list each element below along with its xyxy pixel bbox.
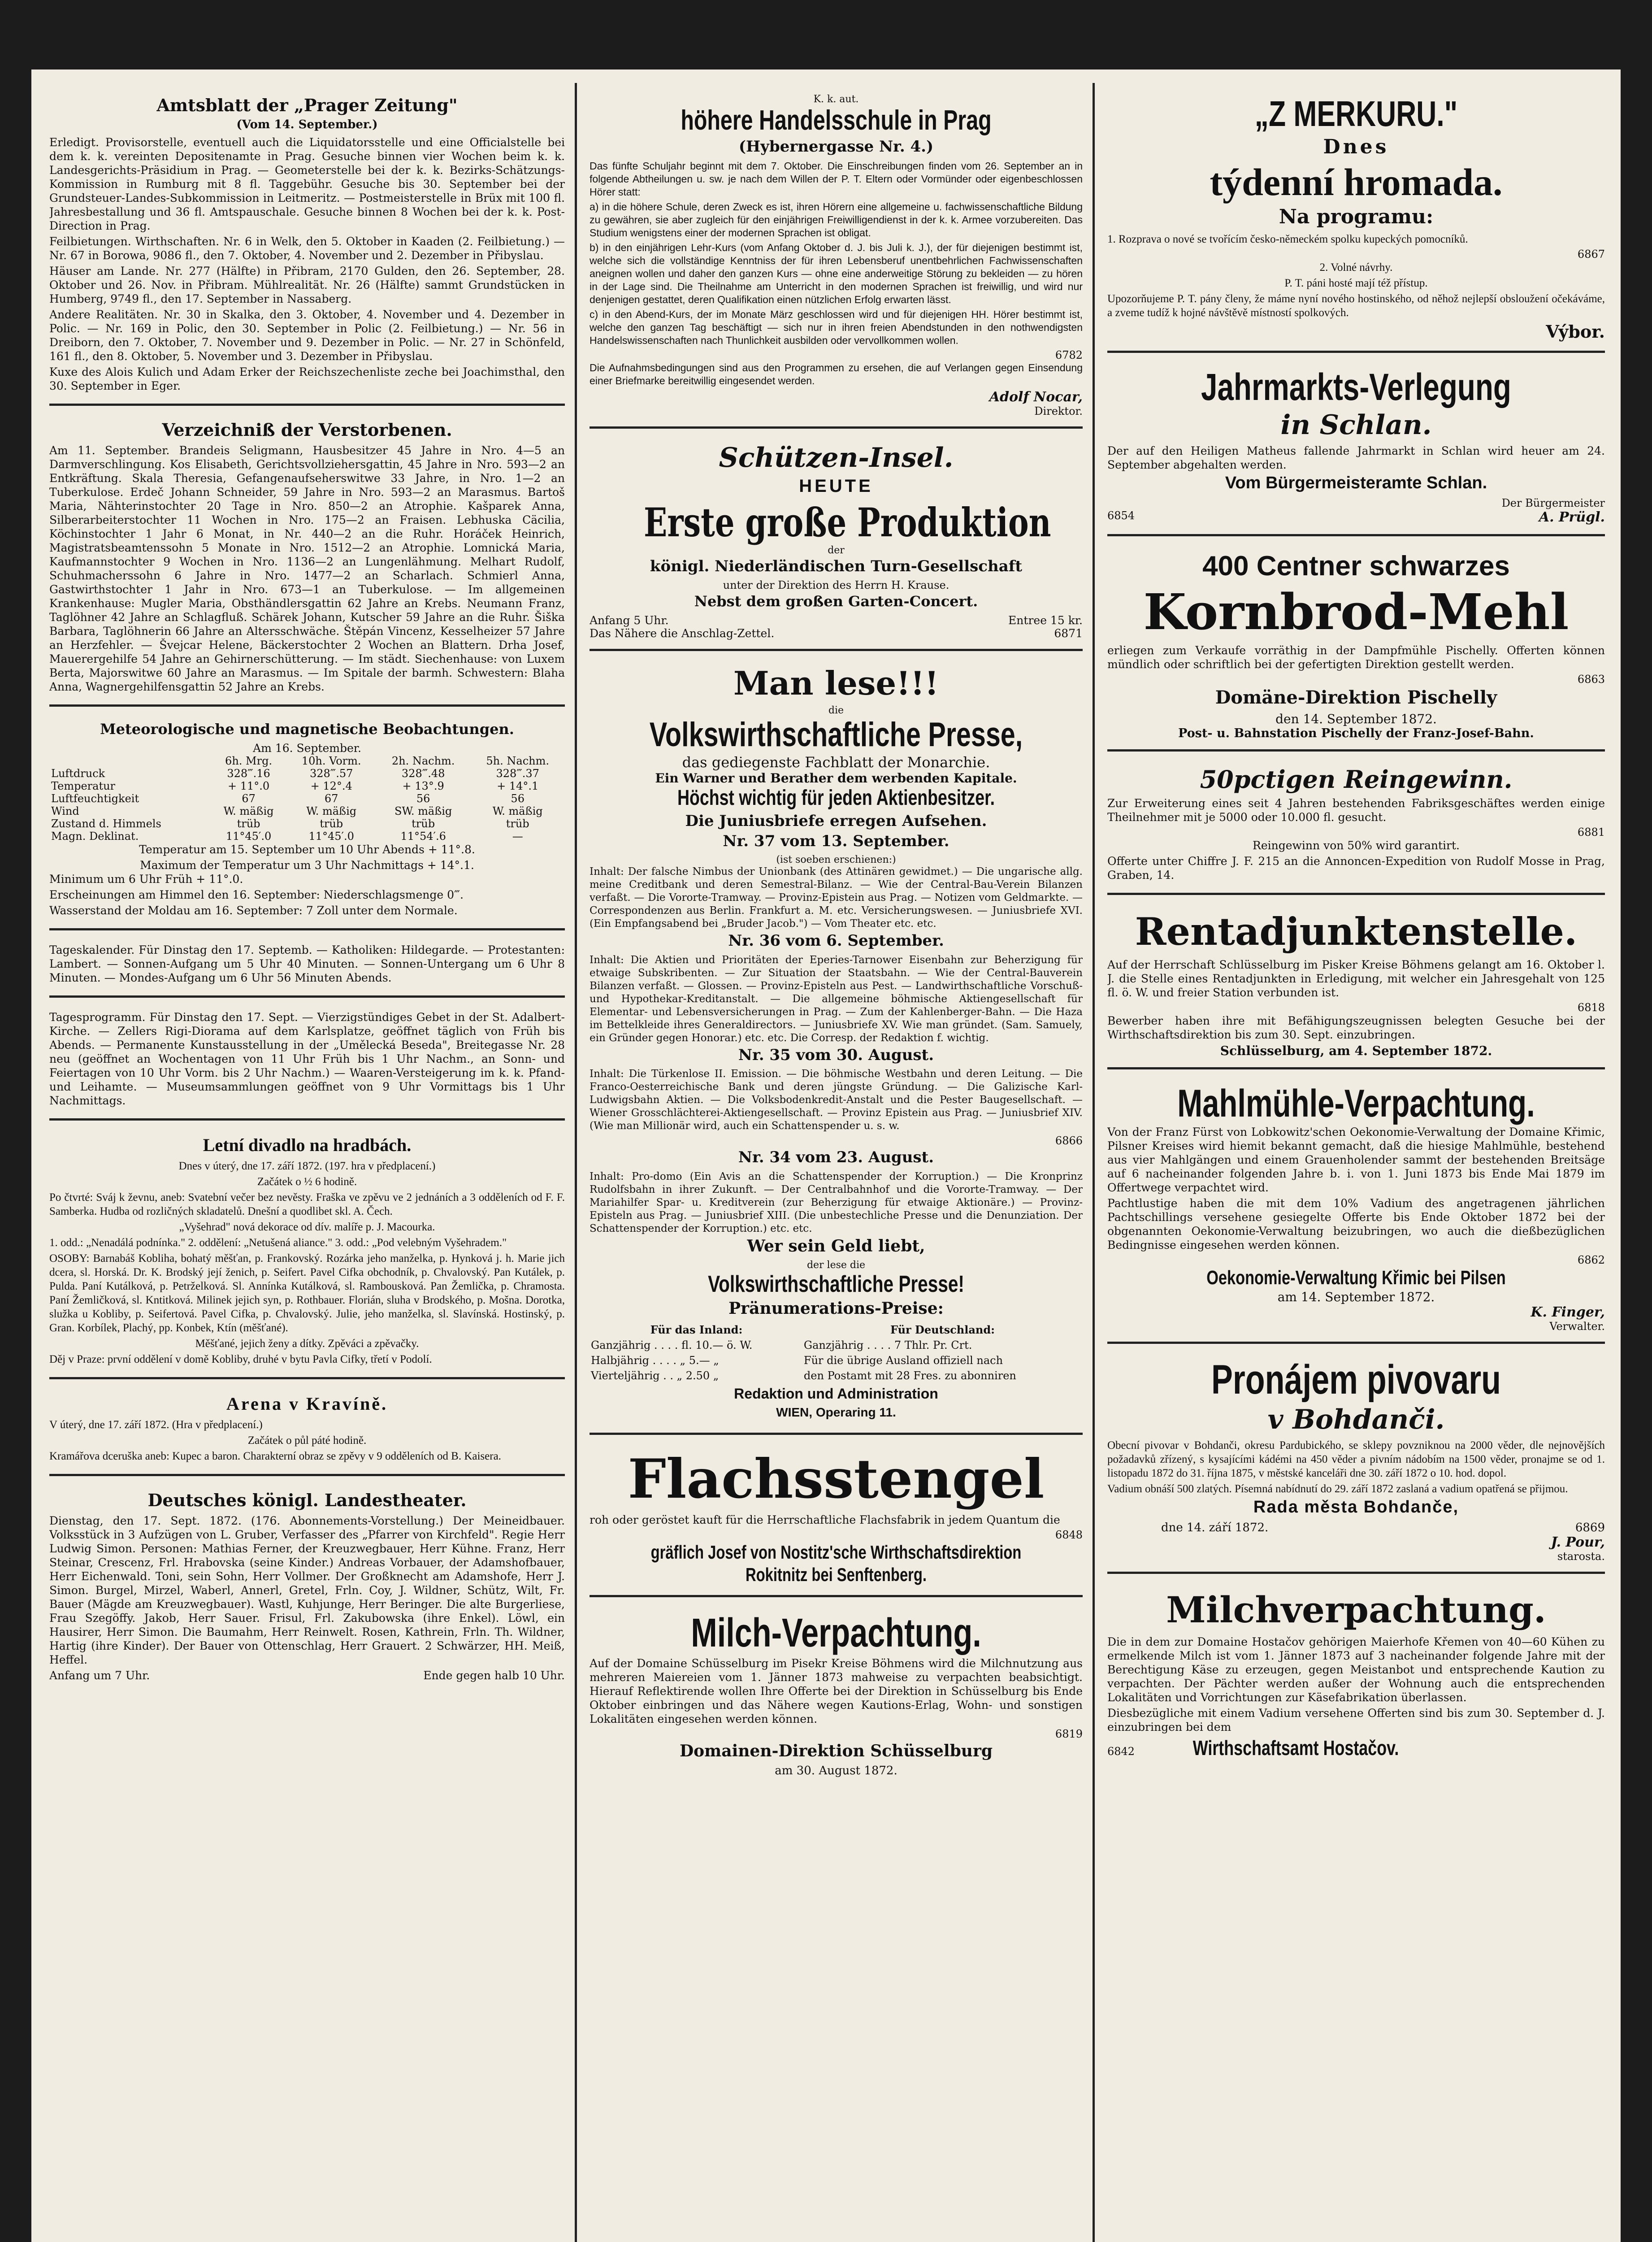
table-cell: 328‴.48 bbox=[401, 767, 445, 780]
tageskalender-text: Tageskalender. Für Dinstag den 17. Septemb. — Katholiken: Hildegarde. — Protestanten: Lambert. — Sonnen-Aufgang um 5 Uhr 40 Minuten. — Sonnen-Untergang um 6 Uhr 8 Minuten. — Mondes-Aufgang um 6 Uhr 56 Minuten Abends. bbox=[49, 943, 565, 984]
merkur-dnes: Dnes bbox=[1323, 135, 1389, 158]
handel-sub: (Hybernergasse Nr. 4.) bbox=[738, 138, 934, 156]
schuetzen-line: unter der Direktion des Herrn H. Krause. bbox=[723, 579, 950, 592]
table-header: Für das Inland: bbox=[650, 1323, 743, 1336]
milchv-title: Milchverpachtung. bbox=[1166, 1589, 1546, 1631]
schuetzen-footer bbox=[590, 627, 1083, 640]
divadlo-cast: OSOBY: Barnabáš Kobliha, bohatý měšťan, p. Frankovský. Rozárka jeho manželka, p. Hynková j. h. Marie jich dcera, sl. Horská. Dr. K. Brodský její ženich, p. Seifert. Pavel Cifka obchodník, p. Chvalovský. Pan Kutálek, p. Pulda. Paní Kutálková, p. Petrželková. Sl. Annínka Kutálková, sl. Rambousková. Pan Žemlička, p. Chramosta. Paní Žemličková, sl. Kntitková. Milinek jejich syn, p. Rothbauer. Florián, sluha v Brodského, p. Mošna. Dorotka, služka u Kobliby, p. Seifertová. Pavel Cifka, p. Chvalovský. Julie, jeho manželka, sl. Slavínská. Hostinský, p. Gran. Korbílek, Plachý, pp. Konbek, Ktín (měšťané). bbox=[49, 1252, 565, 1334]
amtsblatt-text: Feilbietungen. Wirthschaften. Nr. 6 in Welk, den 5. Oktober in Kaaden (2. Feilbietung.) — Nr. 67 in Borowa, 9086 fl., den 7. Oktober, 4. November und 2. Dezember in Přibyslau. bbox=[49, 235, 565, 262]
divadlo-line: Děj v Praze: první oddělení v domě Kobliby, druhé v bytu Pavla Cifky, třetí v Podolí. bbox=[49, 1353, 432, 1365]
muehle-role: Verwalter. bbox=[1549, 1320, 1605, 1333]
table-cell: 11°45′.0 bbox=[225, 830, 272, 843]
schuetzen-entree: Entree 15 kr. bbox=[1008, 613, 1083, 627]
pivovar-in: v Bohdanči. bbox=[1267, 1404, 1445, 1436]
table-cell: Ganzjährig . . . . 7 Thlr. Pr. Crt. bbox=[803, 1338, 972, 1351]
milch-title: Milch-Verpachtung. bbox=[691, 1610, 981, 1655]
schuetzen-line: königl. Niederländischen Turn-Gesellschaft bbox=[650, 557, 1023, 575]
presse-contents: Inhalt: Die Aktien und Prioritäten der Eperies-Tarnower Eisenbahn zur Beherzigung für etwaige Subskribenten. — Zur Situation der Staatsbahn. — Wie der Central-Bauverein Bilanzen verfaßt. — Glossen. — Provinz-Episteln aus Pest. — Landwirthschaftliche Vorschuß- und Hypothekar-Kreditanstalt. — Die allgemeine böhmische Aktiengesellschaft für Elementar- und Lebensversicherungen in Prag. — Zum der Kahlenberger-Bahn. — Die Haza im Bettelkleide ihres Generaldirectors. — Juniusbriefe XV. Wie man gründet. (Sam. Samuely, ein Gründer gegen Honorar.) etc. etc. Die Corresp. der Redaktion f. wichtig. bbox=[590, 954, 1083, 1044]
milchv-text: Die in dem zur Domaine Hostačov gehörigen Maierhofe Křemen von 40—60 Kühen zu ermelkende Milch ist vom 1. Jänner 1873 auf 3 nacheinander folgende Jahre mit der Berechtigung Käse zu erzeugen, gegen Meistanbot und entsprechende Kaution zu verpachten. Der Pächter werden außer der Wohnung auch die entsprechenden Lokalitäten und Vorrichtungen zur Käsefabrikation überlassen. bbox=[1107, 1635, 1605, 1704]
table-header: 10h. Vorm. bbox=[301, 754, 361, 767]
mehl-date: den 14. September 1872. bbox=[1275, 711, 1437, 726]
divadlo-line: „Vyšehrad" nová dekorace od dív. malíře p. J. Macourka. bbox=[179, 1221, 435, 1233]
meteo-note: Maximum der Temperatur um 3 Uhr Nachmittags + 14°.1. bbox=[140, 858, 474, 872]
theater-title: Deutsches königl. Landestheater. bbox=[147, 1490, 467, 1510]
table-cell: trüb bbox=[237, 817, 260, 830]
schuetzen-times bbox=[590, 614, 1083, 627]
merkur-item: 1. Rozprava o nové se tvořícím česko-německém spolku kupeckých pomocníků. bbox=[1107, 233, 1468, 245]
rentadj-text: Auf der Herrschaft Schlüsselburg im Pisker Kreise Böhmens gelangt am 16. Oktober l. J. die Stelle eines Rentadjunkten in Erledigung, mit welcher ein Jahresgehalt von 125 fl. ö. W. und freier Station verbunden ist. bbox=[1107, 958, 1605, 999]
milch-text: Auf der Domaine Schüsselburg im Pisekr Kreise Böhmens wird die Milchnutzung aus mehreren Maiereien vom 1. Jänner 1873 mahweise zu verpachten beabsichtigt. Hierauf Reflektirende wollen Ihre Offerte bei der Direktion in Schüsselburg bis Ende Oktober einbringen und das Nähere wegen Kautions-Erlag, Wohn- und sonstigen Lokalitäten eingesehen werden können. bbox=[590, 1656, 1083, 1725]
table-cell: 67 bbox=[324, 792, 338, 805]
table-row bbox=[590, 1323, 1082, 1337]
muehle-name: K. Finger, bbox=[1531, 1304, 1605, 1321]
theater-times bbox=[49, 1668, 565, 1682]
arena-title: Arena v Kravíně. bbox=[226, 1393, 388, 1414]
verstorbene-text: Am 11. September. Brandeis Seligmann, Hausbesitzer 45 Jahre in Nro. 4—5 an Darmverschlingung. Kos Elisabeth, Gerichtsvollziehersgattin, 45 Jahre in Nro. 593—2 an Entkräftung. Skala Theresia, Gefangenaufseherswitwe 33 Jahre, in Nro. 1—2 an Tuberkulose. Erdeč Johann Schneider, 59 Jahre in Nro. 593—2 an Marasmus. Bartoš Maria, Nähterinstochter 20 Tage in Nro. 850—2 an Atrophie. Kašparek Anna, Silberarbeiterstochter 11 Wochen in Nro. 175—2 an Fraisen. Lebhuska Cäcilia, Köchinstochter 1 Jahr 6 Monat, in Nr. 440—2 an die Ruhr. Horáček Heinrich, Magistratsbeamtenssohn 5 Monate in Nro. 1512—2 an Atrophie. Lomnická Maria, Kaufmannstochter 9 Wochen in Nro. 1136—2 an Lungenlähmung. Melhart Rudolf, Schuhmacherssohn 6 Jahre in Nro. 1477—2 an Scharlach. Schmierl Anna, Gastwirthstochter 1 Jahr in Nro. 673—1 an Tuberkulose. — Im allgemeinen Krankenhause: Mugler Maria, Obsthändlersgattin 62 Jahre an Krebs. Neumann Franz, Taglöhner 42 Jahre an Schlagfluß. Schärek Johann, Kutscher 59 Jahre an die Ruhr. Šiška Barbara, Taglöhnerin 66 Jahre an Altersschwäche. Štěpán Vincenz, Kesselheizer 57 Jahre an Herzfehler. — Švejcar Helene, Bäckerstochter 2 Wochen an Blattern. Drha Josef, Mauerergehilfe 54 Jahre an Gehirnerschütterung. — Im städt. Siechenhause: von Luxem Berta, Majorswitwe 60 Jahre an Marasmus. — Im Spitale der barmh. Schwestern: Blaha Anna, Wagnergehilfensgattin 52 Jahre an Krebs. bbox=[49, 444, 565, 694]
table-cell: 11°54′.6 bbox=[400, 830, 446, 843]
merkur-ad bbox=[1107, 87, 1605, 353]
column-right bbox=[1107, 87, 1605, 2242]
table-header: 6h. Mrg. bbox=[225, 754, 273, 767]
handel-text: b) in den einjährigen Lehr-Kurs (vom Anfang Oktober d. J. bis Juli k. J.), der für diejenigen bestimmt ist, welche sich die vollständige Kenntniss der für ihren Lebensberuf unentbehrlichen Fachwissenschaften aneignen wollen und daher den ganzen Kurs — ohne eine anderweitige Störung zu bekleiden — zu hören in der Lage sind. Die Theilnahme am Unterricht in den modernen Sprachen ist freiwillig, und wird nur denjenigen gestattet, deren Qualifikation einen nützlichen Erfolg erwarten lässt. bbox=[590, 241, 1083, 305]
pivovar-role: starosta. bbox=[1557, 1550, 1605, 1563]
handel-signature: Adolf Nocar, bbox=[989, 389, 1083, 405]
pivovar-text: Vadium obnáší 500 zlatých. Písemná nabídnutí do 29. září 1872 zaslaná a vadium opatřená se přijmou. bbox=[1107, 1483, 1568, 1495]
table-row bbox=[590, 1353, 1082, 1368]
merkur-vybor: Výbor. bbox=[1546, 321, 1605, 342]
merkur-sub: týdenní hromada. bbox=[1210, 161, 1503, 204]
newspaper-page bbox=[31, 70, 1621, 2242]
handelsschule-ad bbox=[590, 87, 1083, 429]
muehle-title: Mahlmühle-Verpachtung. bbox=[1177, 1082, 1535, 1125]
theater-section bbox=[49, 1482, 565, 1693]
table-row bbox=[49, 780, 565, 792]
schuetzen-der: der bbox=[828, 544, 845, 556]
table-cell: 11°45′.0 bbox=[308, 830, 354, 843]
presse-wien: WIEN, Operaring 11. bbox=[776, 1405, 896, 1420]
ad-number: 6871 bbox=[1054, 626, 1083, 640]
table-cell: trüb bbox=[412, 817, 435, 830]
schuetzen-title: Schützen-Insel. bbox=[719, 442, 954, 474]
table-cell: den Postamt mit 28 Fres. zu abonniren bbox=[803, 1369, 1016, 1382]
handel-kicker: K. k. aut. bbox=[813, 94, 859, 105]
meteo-note: Erscheinungen am Himmel den 16. September: Niederschlagsmenge 0‴. bbox=[49, 888, 464, 901]
schuetzen-heute: HEUTE bbox=[799, 476, 873, 496]
amtsblatt-title: Amtsblatt der „Prager Zeitung" bbox=[156, 95, 458, 115]
meteo-note: Wasserstand der Moldau am 16. September: 7 Zoll unter dem Normale. bbox=[49, 904, 458, 917]
presse-ad bbox=[590, 657, 1083, 1435]
table-cell: 328‴.57 bbox=[309, 767, 353, 780]
divadlo-line: Po čtvrté: Sváj k ževnu, aneb: Svatební večer bez nevěsty. Fraška ve zpěvu ve 2 jednáních a 3 odděleních od F. F. Samberka. Hudba od rozličných skladatelů. Dnešní a quodlibet skl. A. Čech. bbox=[49, 1191, 565, 1217]
milch-date: am 30. August 1872. bbox=[775, 1764, 898, 1778]
schuetzen-ad bbox=[590, 435, 1083, 651]
pivovar-ad bbox=[1107, 1350, 1605, 1574]
table-cell: trüb bbox=[320, 817, 343, 830]
table-row bbox=[590, 1369, 1082, 1383]
amtsblatt-date: (Vom 14. September.) bbox=[236, 117, 378, 131]
table-cell: trüb bbox=[506, 817, 529, 830]
milchv-footer bbox=[1107, 1736, 1605, 1760]
pivovar-date: dne 14. září 1872. bbox=[1161, 1521, 1269, 1535]
mehl-ad bbox=[1107, 543, 1605, 752]
ad-number: 6867 bbox=[1577, 248, 1605, 261]
mehl-title: Kornbrod-Mehl bbox=[1143, 582, 1569, 641]
rentadj-text: Bewerber haben ihre mit Befähigungszeugnissen belegten Gesuche bei der Wirthschaftsdirektion bis zum 30. Sept. einzubringen. bbox=[1107, 1014, 1605, 1042]
table-cell: Vierteljährig . . „ 2.50 „ bbox=[591, 1369, 719, 1382]
ad-number: 6881 bbox=[1577, 826, 1605, 839]
column-rule bbox=[575, 83, 577, 2242]
table-row bbox=[49, 817, 565, 830]
rein-text: Reingewinn von 50% wird garantirt. bbox=[1253, 839, 1460, 852]
table-cell bbox=[49, 755, 211, 767]
schuetzen-big: Erste große Produktion bbox=[644, 499, 1051, 546]
table-cell: Halbjährig . . . . „ 5.— „ bbox=[591, 1354, 719, 1367]
muehle-text: Von der Franz Fürst von Lobkowitz'schen Oekonomie-Verwaltung der Domaine Křimic, Pilsner Kreises wird hiemit bekannt gemacht, daß die hiesige Mahlmühle, bestehend aus vier Mahlgängen und einem Grauenholender sammt der bestehenden Breitsäge auf 6 nacheinander folgenden Jahre b. i. von 1. Juni 1873 bis Ende Mai 1879 im Offertwege verpachtet wird. bbox=[1107, 1125, 1605, 1195]
tageskalender-section bbox=[49, 937, 565, 998]
mehl-sig: Domäne-Direktion Pischelly bbox=[1215, 687, 1497, 708]
jahrmarkt-footer bbox=[1107, 509, 1605, 525]
merkur-item: Upozorňujeme P. T. pány členy, že máme nyní nového hostinského, od něhož nejlepší obsloužení očekáváme, a zveme tudíž k hojné návštěvě místností spolkových. bbox=[1107, 292, 1605, 319]
pivovar-text: Obecní pivovar v Bohdanči, okresu Pardubického, se sklepy povzniknou na 2000 věder, dle nejnovějších požadavků zřízený, s kysajícími kádémi na 450 věder a pivním nádobím na 1500 věder, pronajme se od 1. listopadu 1872 do 31. října 1875, v městské kanceláři dne 30. září 1872 o 10. hod. dopol. bbox=[1107, 1439, 1605, 1480]
presse-issue: Nr. 37 vom 13. September. bbox=[723, 832, 950, 851]
handel-text: Die Aufnahmsbedingungen sind aus den Programmen zu ersehen, die auf Verlangen gegen Einsendung einer Briefmarke bereitwillig eingesendet werden. bbox=[590, 361, 1083, 387]
schuetzen-naeh: Das Nähere die Anschlag-Zettel. bbox=[590, 626, 775, 640]
ad-number: 6863 bbox=[1577, 673, 1605, 686]
theater-text: Dienstag, den 17. Sept. 1872. (176. Abonnements-Vorstellung.) Der Meineidbauer. Volksstück in 3 Aufzügen von L. Gruber, Verfasser des „Pfarrer von Kirchfeld". Regie Herr Ludwig Simon. Personen: Mathias Ferner, der Kreuzwegbauer, Herr Kühne. Franz, Herr Steinar, Crescenz, Frl. Hrabovska (seine Kinder.) Andreas Vorbauer, der Adamshofbauer, Herr Eichenwald. Toni, sein Sohn, Herr Vollmer. Der Großknecht am Adamshofe, Herr J. Simon. Burgel, Mirzel, Waberl, Annerl, Gretel, Frln. Coy, J. Wildner, Schütz, Wilt, Fr. Bauer (Mägde am Kreuzwegbauer). Wastl, Kuhjunge, Herr Beringer. Die alte Burgerliese, Frau Szegöffy. Jakob, Herr Sauer. Frisul, Frl. Zakubowska (ihre Enkel). Löwl, ein Hausirer, Herr Simon. Die Baumahm, Herr Reinwelt. Rosen, Kathrein, Frln. Th. Wildner, Hartig (ihre Kinder). Der Bauer von Ottenschlag, Herr Grauert. 2 Schwärzer, HH. Meiß, Heffel. bbox=[49, 1514, 565, 1666]
table-cell: + 13°.9 bbox=[402, 779, 444, 792]
arena-line: Začátek o půl páté hodině. bbox=[247, 1434, 367, 1447]
divadlo-line: Dnes v úterý, dne 17. září 1872. (197. hra v předplacení.) bbox=[178, 1160, 436, 1172]
table-cell: 56 bbox=[511, 792, 525, 805]
presse-line: Höchst wichtig für jeden Aktienbesitzer. bbox=[677, 786, 995, 810]
pivovar-rada: Rada města Bohdanče, bbox=[1253, 1498, 1459, 1517]
table-header: 5h. Nachm. bbox=[486, 754, 549, 767]
milch-ad bbox=[590, 1603, 1083, 1787]
milchverpachtung-ad bbox=[1107, 1580, 1605, 1769]
flachs-sig: gräflich Josef von Nostitz'sche Wirthschaftsdirektion Rokitnitz bei Senftenberg. bbox=[650, 1541, 1022, 1585]
presse-contents: Inhalt: Der falsche Nimbus der Unionbank (des Attinären gewidmet.) — Die ungarische allg. meine Creditbank und deren Semestral-Bilanz. — Wie der Central-Bau-Verein Bilanzen verfaßt. — Die Vororte-Tramway. — Provinz-Epistein aus Prag. — Notizen vom Geldmarkte. — Correspondenzen aus Berlin. Frankfurt a. M. etc. Versicherungswesen. — Juniusbriefe XVI. (Ein Empfangsabend bei „Bruder Jacob.") — Vom Theater etc. etc. bbox=[590, 865, 1083, 930]
mehl-text: erliegen zum Verkaufe vorräthig in der Dampfmühle Pischelly. Offerten können mündlich oder schriftlich bei der gefertigten Direktion gestellt werden. bbox=[1107, 643, 1605, 671]
amtsblatt-text: Häuser am Lande. Nr. 277 (Hälfte) in Přibram, 2170 Gulden, den 26. September, 28. Oktober und 26. Nov. in Přibram. Mühlrealität. Nr. 26 (Hälfte) sammt Grundstücken in Humberg, 9749 fl., den 17. September in Nassaberg. bbox=[49, 265, 565, 306]
milchv-sig: Wirthschaftsamt Hostačov. bbox=[1192, 1736, 1399, 1760]
jahrmarkt-text: Der auf den Heiligen Matheus fallende Jahrmarkt in Schlan wird heuer am 24. September abgehalten werden. bbox=[1107, 444, 1605, 471]
table-row bbox=[49, 830, 565, 843]
column-left bbox=[49, 87, 565, 2242]
divadlo-line: Měšťané, jejich ženy a dítky. Zpěváci a zpěvačky. bbox=[195, 1337, 419, 1350]
meteo-table bbox=[49, 755, 565, 843]
theater-begin: Anfang um 7 Uhr. bbox=[49, 1668, 150, 1682]
presse-line: das gediegenste Fachblatt der Monarchie. bbox=[682, 753, 990, 771]
divadlo-section bbox=[49, 1127, 565, 1379]
price-table bbox=[590, 1322, 1083, 1384]
presse-der: der lese die bbox=[806, 1259, 866, 1271]
table-cell: W. mäßig bbox=[306, 804, 357, 817]
arena-line: V úterý, dne 17. září 1872. (Hra v předplacení.) bbox=[49, 1418, 263, 1431]
table-row bbox=[49, 755, 565, 767]
arena-line: Kramářova dceruška aneb: Kupec a baron. Charakterní obraz se zpěvy v 9 odděleních od B. Kaisera. bbox=[49, 1450, 501, 1462]
presse-contents: Inhalt: Pro-domo (Ein Avis an die Schattenspender der Korruption.) — Die Kronprinz Rudolfsbahn in ihrer Zukunft. — Der Centralbahnhof und die Vororte-Tramway. — Der Mariahilfer Spar- u. Kreditverein (zur Beherzigung für etwaige Aktionäre.) — Provinz-Episteln aus Prag. — Juniusbrief XIII. (Die unbestechliche Presse und die Denunziation. Der Schattenspender der Korruption.) etc. etc. bbox=[590, 1171, 1083, 1234]
muehle-sig: Oekonomie-Verwaltung Křimic bei Pilsen bbox=[1206, 1267, 1506, 1289]
presse-title2: Volkswirthschaftliche Presse! bbox=[708, 1271, 964, 1297]
table-cell: + 11°.0 bbox=[227, 779, 270, 792]
table-row bbox=[590, 1338, 1082, 1352]
meteo-note: Minimum um 6 Uhr Früh + 11°.0. bbox=[49, 872, 243, 886]
table-cell: 67 bbox=[242, 792, 256, 805]
ad-number: 6869 bbox=[1575, 1521, 1605, 1535]
presse-redaktion: Redaktion und Administration bbox=[734, 1385, 938, 1402]
rein-text: Zur Erweiterung eines seit 4 Jahren bestehenden Fabriksgeschäftes werden einige Theilnehmer mit je 5000 oder 10.000 fl. gesucht. bbox=[1107, 797, 1605, 824]
ad-number: 6854 bbox=[1107, 509, 1135, 522]
table-cell: SW. mäßig bbox=[394, 804, 452, 817]
presse-die: die bbox=[828, 704, 844, 716]
jahrmarkt-role: Der Bürgermeister bbox=[1501, 496, 1605, 509]
pivovar-sig: J. Pour, bbox=[1551, 1534, 1605, 1551]
handel-text: c) in den Abend-Kurs, der im Monate März geschlossen wird und für diejenigen HH. Hörer bestimmt ist, welche den ganzen Tag beschäftigt — sich nur in ihren freien Abendstunden in den nothwendigsten Handelswissenschaften nach Thunlichkeit ausbilden oder vervollkommen wollen. bbox=[590, 308, 1083, 346]
presse-wer: Wer sein Geld liebt, bbox=[747, 1237, 925, 1256]
table-cell: Ganzjährig . . . . fl. 10.— ö. W. bbox=[591, 1338, 753, 1351]
ad-number: 6818 bbox=[1577, 1001, 1605, 1014]
table-cell: 328‴.37 bbox=[496, 767, 539, 780]
rentadj-title: Rentadjunktenstelle. bbox=[1135, 909, 1578, 954]
rein-title: 50pctigen Reingewinn. bbox=[1200, 765, 1513, 794]
column-middle bbox=[590, 87, 1083, 2242]
table-cell: W. mäßig bbox=[223, 804, 274, 817]
merkur-item: P. T. páni hosté mají též přístup. bbox=[1284, 277, 1428, 289]
handel-text: Das fünfte Schuljahr beginnt mit dem 7. Oktober. Die Einschreibungen finden vom 26. September an in folgende Abtheilungen u. sw. je nach dem Willen der P. T. Eltern oder Vormünder oder eigenbeschlossen Hörer statt: bbox=[590, 160, 1083, 198]
presse-issue: Nr. 35 vom 30. August. bbox=[738, 1046, 934, 1064]
handel-role: Direktor. bbox=[1034, 404, 1083, 417]
jahrmarkt-title: Jahrmarkts-Verlegung bbox=[1201, 365, 1511, 408]
table-cell: Temperatur bbox=[51, 779, 116, 792]
merkur-title: „Z MERKURU." bbox=[1254, 94, 1458, 134]
rentadjunkt-ad bbox=[1107, 901, 1605, 1069]
muehle-ad bbox=[1107, 1076, 1605, 1344]
column-rule bbox=[1093, 83, 1095, 2242]
merkur-item: 2. Volné návrhy. bbox=[1319, 261, 1393, 274]
presse-contents: Inhalt: Die Türkenlose II. Emission. — Die böhmische Westbahn und deren Leitung. — Die Franco-Oesterreichische Bank und deren jüngste Gründung. — Die Galizische Karl-Ludwigsbahn Aktien. — Die Volksbodenkredit-Anstalt und die Pester Baugesellschaft. — Wiener Grosschlächterei-Aktiengesellschaft. — Provinz Epistein aus Prag. — Juniusbrief XIV. (Wie man Millionär wird, auch ein Schattenspender u. s. w. bbox=[590, 1068, 1083, 1132]
table-cell: Magn. Deklinat. bbox=[51, 830, 139, 843]
table-row bbox=[49, 767, 565, 780]
presse-line: Die Juniusbriefe erregen Aufsehen. bbox=[685, 812, 987, 830]
table-header: 2h. Nachm. bbox=[391, 754, 455, 767]
jahrmarkt-in: in Schlan. bbox=[1280, 409, 1432, 441]
jahrmarkt-from: Vom Bürgermeisteramte Schlan. bbox=[1225, 473, 1487, 492]
presse-praen: Pränumerations-Preise: bbox=[728, 1299, 944, 1318]
table-cell: Für die übrige Ausland offiziell nach bbox=[803, 1354, 1003, 1367]
table-header: Für Deutschland: bbox=[890, 1323, 995, 1336]
amtsblatt-section bbox=[49, 87, 565, 406]
meteo-section bbox=[49, 713, 565, 930]
mehl-post: Post- u. Bahnstation Pischelly der Franz-Josef-Bahn. bbox=[1178, 726, 1534, 740]
table-cell: + 14°.1 bbox=[497, 779, 539, 792]
ad-number: 6842 bbox=[1107, 1745, 1135, 1758]
handel-text: a) in die höhere Schule, deren Zweck es ist, ihren Hörern eine allgemeine u. fachwissenschaftliche Bildung zu gewähren, sie aber zugleich für den einjährigen Freiwilligendienst in der k. k. Armee vorzubereiten. Das Studium wenigstens einer der modernen Sprachen ist obligat. bbox=[590, 200, 1083, 239]
table-cell: Zustand d. Himmels bbox=[51, 817, 161, 830]
rentadj-sig: Schlüsselburg, am 4. September 1872. bbox=[1220, 1043, 1492, 1059]
muehle-date: am 14. September 1872. bbox=[1277, 1290, 1435, 1305]
meteo-note: Temperatur am 15. September um 10 Uhr Abends + 11°.8. bbox=[139, 843, 475, 856]
milchv-text: Diesbezügliche mit einem Vadium versehene Offerten sind bis zum 30. September d. J. einzubringen bei dem bbox=[1107, 1707, 1605, 1734]
merkur-prog: Na programu: bbox=[1279, 205, 1434, 229]
flachs-title: Flachsstengel bbox=[628, 1447, 1045, 1511]
table-row bbox=[49, 805, 565, 817]
ad-number: 6819 bbox=[1055, 1727, 1083, 1740]
table-cell: Wind bbox=[51, 804, 79, 817]
table-cell: Luftfeuchtigkeit bbox=[51, 792, 139, 805]
ad-number: 6862 bbox=[1577, 1254, 1605, 1267]
theater-end: Ende gegen halb 10 Uhr. bbox=[423, 1668, 565, 1682]
table-cell: + 12°.4 bbox=[310, 779, 352, 792]
milch-sig: Domainen-Direktion Schüsselburg bbox=[679, 1741, 993, 1760]
presse-man: Man lese!!! bbox=[733, 664, 939, 702]
flachs-ad bbox=[590, 1441, 1083, 1597]
schuetzen-line: Nebst dem großen Garten-Concert. bbox=[694, 593, 978, 610]
jahrmarkt-sig: A. Prügl. bbox=[1539, 509, 1605, 525]
pivovar-title: Pronájem pivovaru bbox=[1211, 1357, 1501, 1403]
ad-number: 6848 bbox=[1055, 1528, 1083, 1541]
ad-number: 6866 bbox=[1055, 1134, 1083, 1147]
amtsblatt-text: Andere Realitäten. Nr. 30 in Skalka, den 3. Oktober, 4. November und 4. Dezember in Polic. — Nr. 169 in Polic, den 30. September in Polic (2. Feilbietung.) — Nr. 56 in Dreiborn, den 7. Oktober, 7. November und 9. Dezember in Polic. — Nr. 27 in Schönfeld, 161 fl., den 8. Oktober, 5. November und 3. Dezember in Přibyslau. bbox=[49, 308, 565, 363]
handel-title: höhere Handelsschule in Prag bbox=[681, 105, 992, 136]
mehl-top: 400 Centner schwarzes bbox=[1202, 550, 1510, 582]
table-cell: W. mäßig bbox=[492, 804, 543, 817]
tagesprogramm-text: Tagesprogramm. Für Dinstag den 17. Sept. — Vierzigstündiges Gebet in der St. Adalbert-Kirche. — Zellers Rigi-Diorama auf dem Karlsplatze, geöffnet täglich von Früh bis Abends. — Permanente Kunstausstellung in der „Umělecká Beseda", Breitegasse Nr. 28 neu (geöffnet an Wochentagen von 11 Uhr Früh bis 1 Uhr Nachm., an Sonn- und Feiertagen von 10 Uhr Vorm. bis 2 Uhr Nachm.) — Waaren-Versteigerung im k. k. Pfand- und Leihamte. — Museumsammlungen geöffnet von 9 Uhr Vormittags bis 1 Uhr Nachmittags. bbox=[49, 1010, 565, 1107]
amtsblatt-text: Erledigt. Provisorstelle, eventuell auch die Liquidatorsstelle und eine Officialstelle bei dem k. k. vereinten Depositenamte in Prag. Gesuche binnen vier Wochen beim k. k. Landesgerichts-Präsidium in Prag. — Geometerstelle bei der k. k. Bezirks-Schätzungs-Kommission in Rumburg mit 8 fl. Taggebühr. Gesuche bis 30. September bei der Grundsteuer-Landes-Subkommission in Leitmeritz. — Postmeisterstelle in Brüx mit 100 fl. Jahresbestallung und 36 fl. Amtspauschale. Gesuche binnen 8 Wochen bei der k. k. Post-Direction in Prag. bbox=[49, 136, 565, 233]
table-cell: — bbox=[512, 830, 523, 843]
flachs-text: roh oder geröstet kauft für die Herrschaftliche Flachsfabrik in jedem Quantum die bbox=[590, 1513, 1060, 1526]
ad-number: 6782 bbox=[1055, 348, 1083, 361]
pivovar-footer bbox=[1107, 1521, 1605, 1534]
rein-text: Offerte unter Chiffre J. F. 215 an die Annoncen-Expedition von Rudolf Mosse in Prag, Graben, 14. bbox=[1107, 855, 1605, 882]
tagesprogramm-section bbox=[49, 1004, 565, 1121]
presse-title: Volkswirthschaftliche Presse, bbox=[649, 715, 1023, 754]
presse-issue-sub: (ist soeben erschienen:) bbox=[776, 854, 896, 865]
divadlo-line: 1. odd.: „Nenadálá podnínka." 2. oddělení: „Netušená aliance." 3. odd.: „Pod velebným Vyšehradem." bbox=[49, 1236, 507, 1249]
table-cell: Luftdruck bbox=[51, 767, 105, 780]
presse-line: Ein Warner und Berather dem werbenden Kapitale. bbox=[655, 770, 1017, 786]
presse-issue: Nr. 34 vom 23. August. bbox=[738, 1148, 934, 1167]
verstorbene-section bbox=[49, 412, 565, 707]
table-cell: 56 bbox=[416, 792, 430, 805]
meteo-title: Meteorologische und magnetische Beobachtungen. bbox=[100, 721, 514, 738]
muehle-text: Pachtlustige haben die mit dem 10% Vadium des angetragenen jährlichen Pachtschillings versehene gesiegelte Offerte bis Ende Oktober 1872 bei der obgenannten Oekonomie-Verwaltung beizubringen, wo auch die dießbezüglichen Bedingnisse eingesehen werden können. bbox=[1107, 1197, 1605, 1252]
meteo-date: Am 16. September. bbox=[253, 741, 361, 755]
reingewinn-ad bbox=[1107, 758, 1605, 895]
divadlo-title: Letní divadlo na hradbách. bbox=[203, 1134, 412, 1155]
table-row bbox=[49, 792, 565, 805]
amtsblatt-text: Kuxe des Alois Kulich und Adam Erker der Reichszechenliste zeche bei Joachimsthal, den 30. September in Eger. bbox=[49, 365, 565, 393]
divadlo-line: Začátek o ½ 6 hodině. bbox=[257, 1175, 357, 1188]
verstorbene-title: Verzeichniß der Verstorbenen. bbox=[162, 420, 452, 440]
schuetzen-anfang: Anfang 5 Uhr. bbox=[590, 613, 669, 627]
jahrmarkt-ad bbox=[1107, 359, 1605, 536]
arena-section bbox=[49, 1386, 565, 1476]
presse-issue: Nr. 36 vom 6. September. bbox=[728, 931, 944, 950]
table-cell: 328‴.16 bbox=[227, 767, 270, 780]
